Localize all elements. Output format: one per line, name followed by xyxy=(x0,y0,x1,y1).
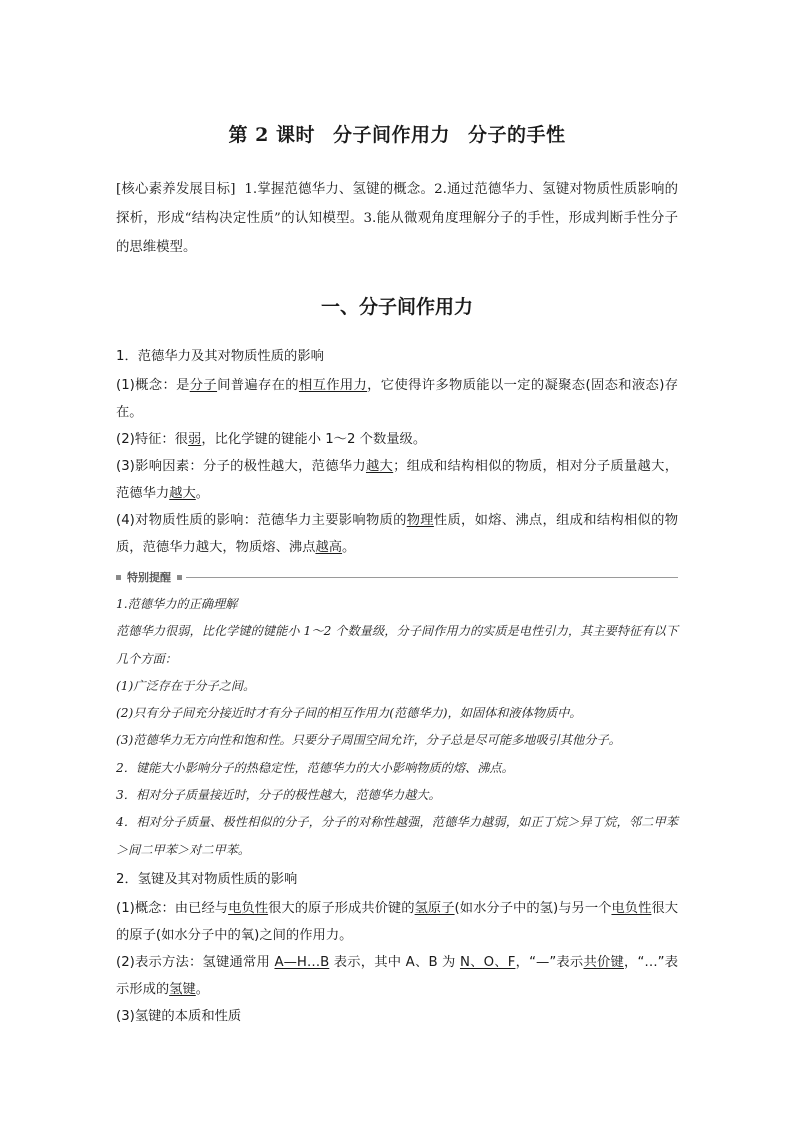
blank-answer: 弱 xyxy=(188,432,202,447)
blank-answer: 电负性 xyxy=(228,900,269,916)
hbond-heading: 2．氢键及其对物质性质的影响 xyxy=(116,871,298,887)
tip-line: 1.范德华力的正确理解 xyxy=(116,597,238,611)
text-run: 表示，其中 A、B 为 xyxy=(329,954,460,970)
blank-answer: 氢键 xyxy=(169,981,196,997)
text-run: 间普遍存在的 xyxy=(217,378,299,393)
vdw-feature xyxy=(116,426,678,453)
lesson-topic-1: 分子间作用力 xyxy=(332,124,450,146)
text-run: 性质，如熔、沸点，组成和结构相似的物质，范德华力越大，物质熔、沸点 xyxy=(116,513,679,555)
hbond-concept xyxy=(116,895,678,949)
text-run: 。 xyxy=(342,540,356,555)
text-run: ，“…”表示形成的 xyxy=(116,954,679,997)
blank-answer: 相互作用力 xyxy=(298,378,368,393)
special-tip-divider xyxy=(116,569,678,585)
divider-line xyxy=(186,577,678,578)
text-run: 。 xyxy=(195,981,210,997)
blank-answer: 越大 xyxy=(365,459,394,474)
tip-line: (3)范德华力无方向性和饱和性。只要分子周围空间允许，分子总是尽可能多地吸引其他分子。 xyxy=(116,733,621,748)
lesson-topic-2: 分子的手性 xyxy=(467,124,566,146)
page-title xyxy=(116,120,678,147)
text-run: (1)概念：由已经与 xyxy=(116,900,229,916)
text-run: 很大的原子(如水分子中的氧)之间的作用力。 xyxy=(116,900,679,943)
text-run: 。 xyxy=(195,486,210,501)
text-run: (如水分子中的氢)与另一个 xyxy=(454,900,612,916)
tip-line: (2)只有分子间充分接近时才有分子间的相互作用力(范德华力)，如固体和液体物质中。 xyxy=(116,706,582,721)
text-run: (1)概念：是 xyxy=(116,378,190,393)
blank-answer: 分子 xyxy=(189,378,218,393)
square-bullet-icon xyxy=(116,575,121,580)
blank-answer: 共价键 xyxy=(583,954,624,970)
hbond-representation xyxy=(116,949,678,1003)
text-run: ，“—”表示 xyxy=(515,954,584,970)
blank-answer: 越大 xyxy=(169,486,196,501)
blank-answer: N、O、F xyxy=(459,954,516,970)
blank-answer: 氢原子 xyxy=(414,900,455,916)
section-title: 一、分子间作用力 xyxy=(320,296,473,318)
learning-goals xyxy=(116,175,678,262)
text-run: (3)影响因素：分子的极性越大，范德华力 xyxy=(116,459,366,474)
vdw-effect xyxy=(116,507,678,561)
blank-answer: 越高 xyxy=(315,540,343,555)
text-run: (4)对物质性质的影响：范德华力主要影响物质的 xyxy=(116,513,407,528)
blank-answer: A—H…B xyxy=(274,954,330,970)
blank-answer: 电负性 xyxy=(611,900,652,916)
tip-line: (1)广泛存在于分子之间。 xyxy=(116,678,256,693)
tip-line: 范德华力很弱，比化学键的键能小 1～2 个数量级，分子间作用力的实质是电性引力，其主要特征有以下几个方面： xyxy=(116,624,678,666)
hbond-nature: (3)氢键的本质和性质 xyxy=(116,1008,242,1024)
vdw-heading: 1．范德华力及其对物质性质的影响 xyxy=(116,349,324,364)
tip-line: 4．相对分子质量、极性相似的分子，分子的对称性越强，范德华力越弱，如正丁烷＞异丁烷，邻二甲苯＞间二甲苯＞对二甲苯。 xyxy=(116,815,678,857)
text-run: ，比化学键的键能小 1～2 个数量级。 xyxy=(201,432,427,447)
text-run: ；组成和结构相似的物质，相对分子质量越大，范德华力 xyxy=(116,459,679,501)
learning-goals-text: 1.掌握范德华力、氢键的概念。2.通过范德华力、氢键对物质性质影响的探析，形成“结构决定性质”的认知模型。3.能从微观角度理解分子的手性，形成判断手性分子的思维模型。 xyxy=(116,182,678,255)
tip-line: 2．键能大小影响分子的热稳定性，范德华力的大小影响物质的熔、沸点。 xyxy=(116,760,514,775)
square-bullet-icon xyxy=(177,575,182,580)
lesson-number: 第 2 课时 xyxy=(228,124,315,146)
document-page xyxy=(116,120,678,1030)
special-tip-label: 特别提醒 xyxy=(127,571,171,584)
tip-line: 3．相对分子质量接近时，分子的极性越大，范德华力越大。 xyxy=(116,788,441,803)
text-run: 很大的原子形成共价键的 xyxy=(268,900,415,916)
vdw-concept xyxy=(116,372,678,426)
text-run: (2)表示方法：氢键通常用 xyxy=(116,954,275,970)
text-run: (2)特征：很 xyxy=(116,432,189,447)
vdw-factors xyxy=(116,453,678,507)
learning-goals-label: [核心素养发展目标] xyxy=(116,182,236,197)
text-run: ，它使得许多物质能以一定的凝聚态(固态和液态)存在。 xyxy=(116,378,679,420)
blank-answer: 物理 xyxy=(406,513,434,528)
